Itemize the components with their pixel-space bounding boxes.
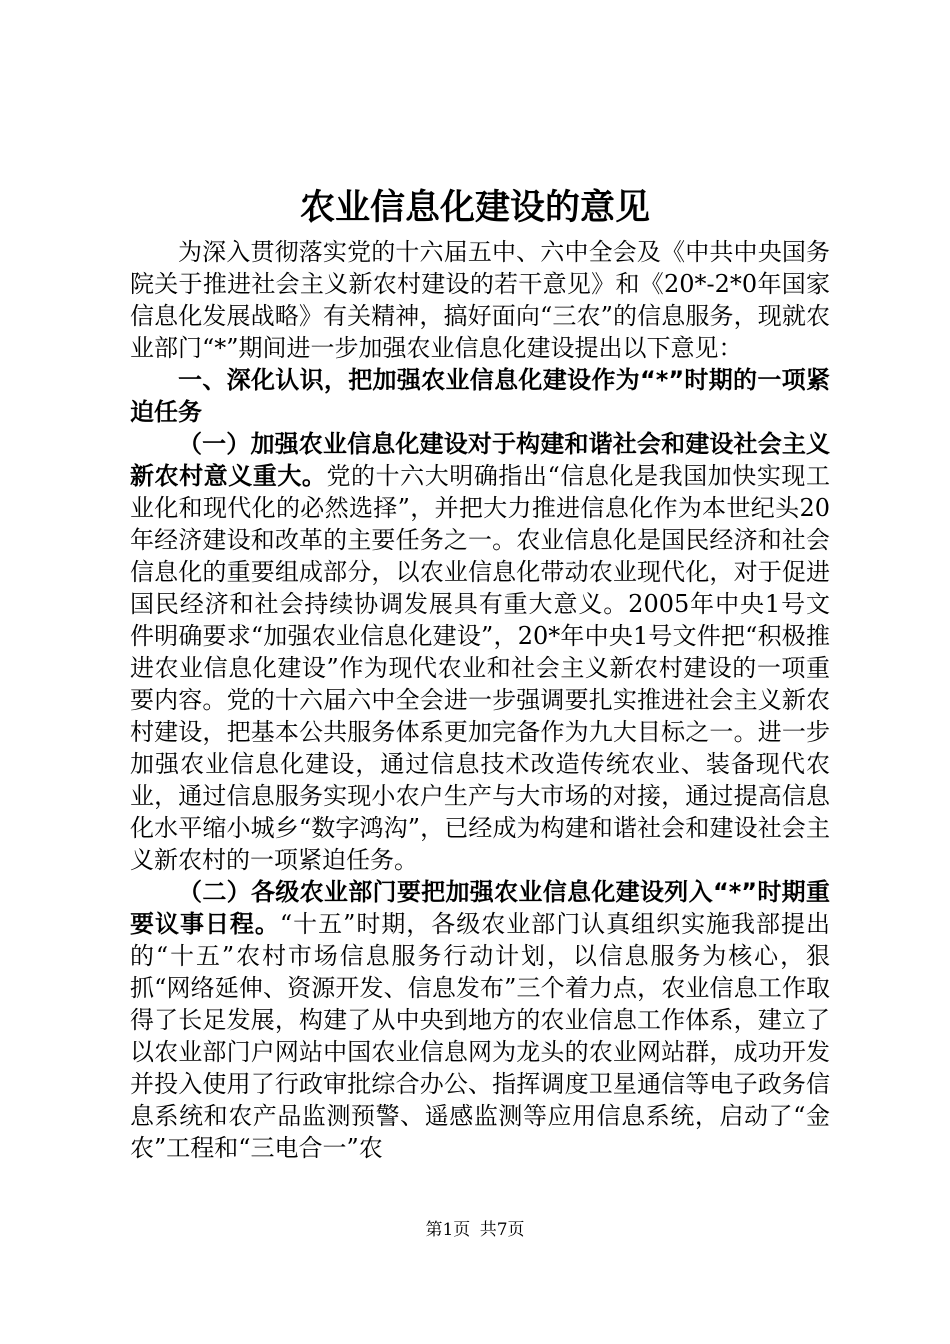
item-1-body: 党的十六大明确指出“信息化是我国加快实现工业化和现代化的必然选择”，并把大力推进信息化作为本世纪头20年经济建设和改革的主要任务之一。农业信息化是国民经济和社会信息化的重要组成部分，以农业信息化带动农业现代化，对于促进国民经济和社会持续协调发展具有重大意义。2005年中央1号文件明确要求“加强农业信息化建设”，20*年中央1号文件把“积极推进农业信息化建设”作为现代农业和社会主义新农村建设的一项重要内容。党的十六届六中全会进一步强调要扎实推进社会主义新农村建设，把基本公共服务体系更加完备作为九大目标之一。进一步加强农业信息化建设，通过信息技术改造传统农业、装备现代农业，通过信息服务实现小农户生产与大市场的对接，通过提高信息化水平缩小城乡“数字鸿沟”，已经成为构建和谐社会和建设社会主义新农村的一项紧迫任务。 bbox=[130, 462, 830, 874]
page-total: 共7页 bbox=[479, 1220, 525, 1240]
document-title: 农业信息化建设的意见 bbox=[299, 188, 650, 228]
item-1-paragraph bbox=[130, 428, 830, 876]
item-2-paragraph bbox=[130, 876, 830, 1164]
section-heading: 一、深化认识，把加强农业信息化建设作为“*”时期的一项紧迫任务 bbox=[130, 366, 830, 426]
document-body bbox=[130, 236, 830, 1164]
page-footer bbox=[0, 1219, 950, 1241]
page-number: 第1页 bbox=[425, 1220, 471, 1240]
item-2-body: “十五”时期，各级农业部门认真组织实施我部提出的“十五”农村市场信息服务行动计划，以信息服务为核心，狠抓“网络延伸、资源开发、信息发布”三个着力点，农业信息工作取得了长足发展，构建了从中央到地方的农业信息工作体系，建立了以农业部门户网站中国农业信息网为龙头的农业网站群，成功开发并投入使用了行政审批综合办公、指挥调度卫星通信等电子政务信息系统和农产品监测预警、遥感监测等应用信息系统，启动了“金农”工程和“三电合一”农 bbox=[130, 910, 830, 1162]
intro-paragraph: 为深入贯彻落实党的十六届五中、六中全会及《中共中央国务院关于推进社会主义新农村建设的若干意见》和《20*-2*0年国家信息化发展战略》有关精神，搞好面向“三农”的信息服务，现就农业部门“*”期间进一步加强农业信息化建设提出以下意见： bbox=[130, 238, 830, 362]
item-1-heading: （一）加强农业信息化建设对于构建和谐社会和建设社会主义新农村意义重大。 bbox=[130, 430, 830, 490]
item-2-heading: （二）各级农业部门要把加强农业信息化建设列入“*”时期重要议事日程。 bbox=[130, 878, 830, 938]
